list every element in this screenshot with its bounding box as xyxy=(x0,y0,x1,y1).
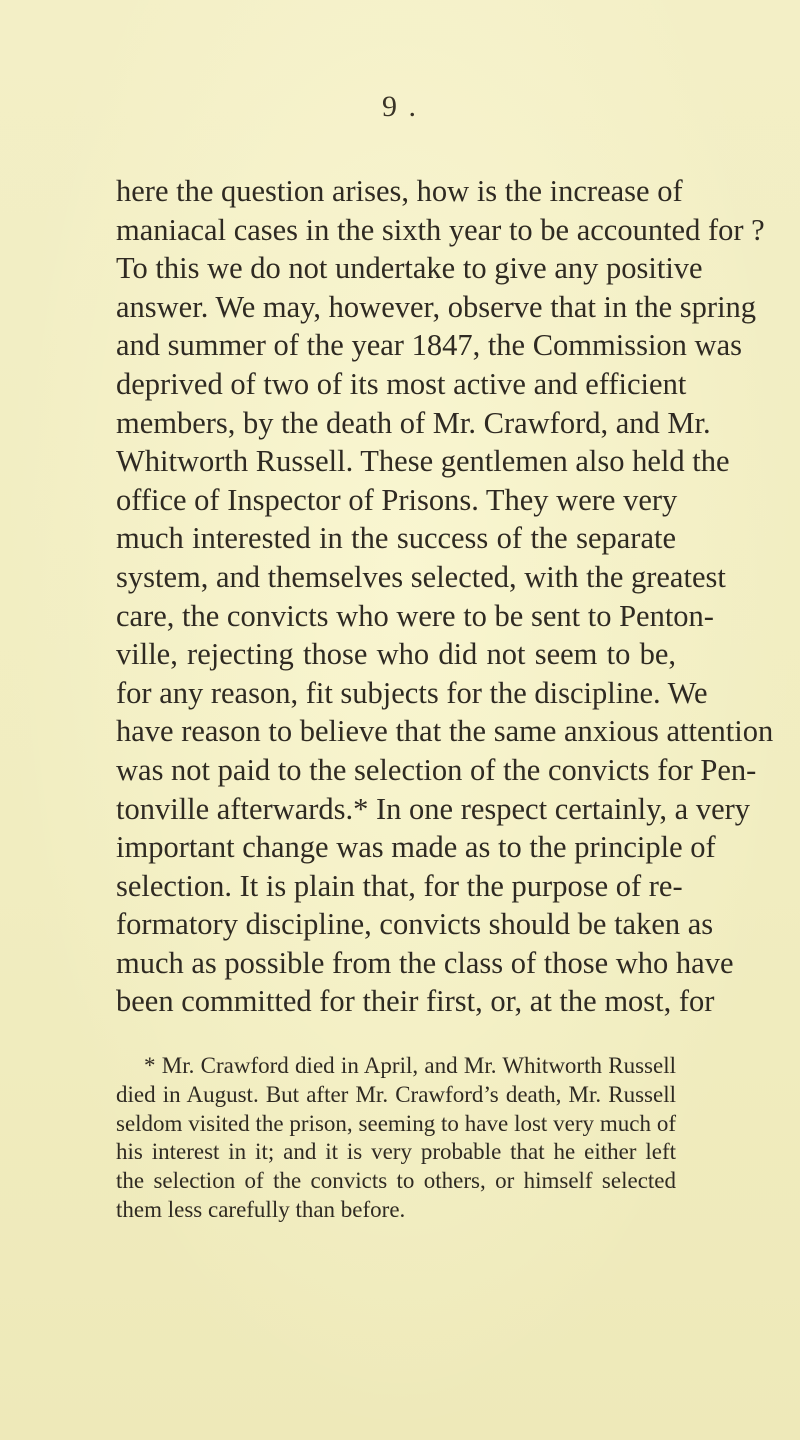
body-text xyxy=(116,172,774,1021)
body-line: deprived of two of its most active and efficient xyxy=(116,366,687,401)
body-line: care, the convicts who were to be sent to Penton- xyxy=(116,598,714,633)
body-line: system, and themselves selected, with the greatest xyxy=(116,559,726,594)
body-line: office of Inspector of Prisons. They were very xyxy=(116,482,678,517)
page-number: 9 . xyxy=(382,90,418,123)
body-line: have reason to believe that the same anxious attention xyxy=(116,714,774,749)
body-line: selection. It is plain that, for the purpose of re- xyxy=(116,868,683,903)
body-line: members, by the death of Mr. Crawford, and Mr. xyxy=(116,405,711,440)
body-line: here the question arises, how is the increase of xyxy=(116,174,683,208)
footnote-line: them less carefully than before. xyxy=(116,1196,406,1222)
footnote-line: * Mr. Crawford died in April, and Mr. Whitworth Russell xyxy=(144,1053,676,1078)
footnote-line: his interest in it; and it is very probable that he either left xyxy=(116,1139,676,1165)
body-line: To this we do not undertake to give any positive xyxy=(116,251,703,286)
body-line: was not paid to the selection of the convicts for Pen- xyxy=(116,752,757,787)
footnote-line: seldom visited the prison, seeming to have lost very much of xyxy=(116,1110,676,1136)
body-line: been committed for their first, or, at the most, for xyxy=(116,984,715,1019)
body-line: ville, rejecting those who did not seem to be, xyxy=(116,637,676,672)
body-line: maniacal cases in the sixth year to be accounted for ? xyxy=(116,212,765,247)
body-line: formatory discipline, convicts should be taken as xyxy=(116,907,714,942)
body-line: answer. We may, however, observe that in the spring xyxy=(116,289,757,324)
body-line: tonville afterwards.* In one respect certainly, a very xyxy=(116,791,751,826)
body-line: much as possible from the class of those who have xyxy=(116,945,734,980)
body-line: important change was made as to the principle of xyxy=(116,830,716,865)
footnote-line: the selection of the convicts to others, or himself selected xyxy=(116,1168,676,1194)
footnote xyxy=(116,1052,676,1225)
body-line: and summer of the year 1847, the Commission was xyxy=(116,328,742,363)
body-line: for any reason, fit subjects for the discipline. We xyxy=(116,675,708,710)
body-line: much interested in the success of the separate xyxy=(116,521,676,556)
footnote-line: died in August. But after Mr. Crawford’s death, Mr. Russell xyxy=(116,1081,676,1107)
body-line: Whitworth Russell. These gentlemen also held the xyxy=(116,444,730,479)
